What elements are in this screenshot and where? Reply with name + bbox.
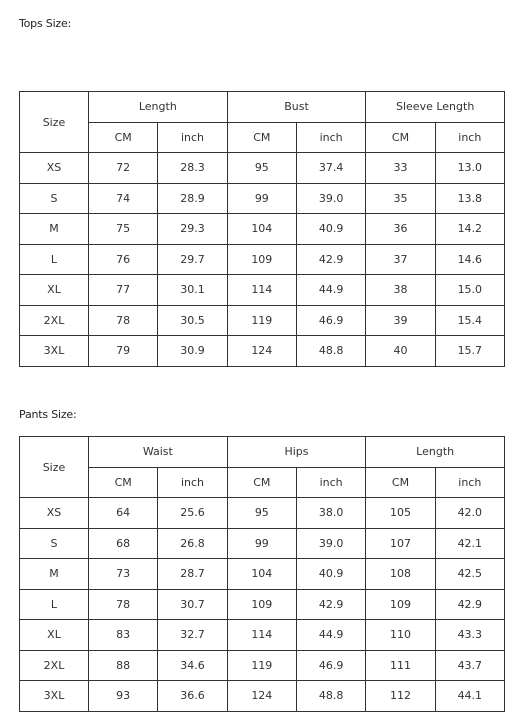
table-row (20, 681, 505, 712)
cm-cell: 99 (227, 528, 296, 559)
size-cell: M (20, 559, 89, 590)
size-cell: 3XL (20, 681, 89, 712)
tops-size-title: Tops Size: (19, 17, 72, 30)
inch-cell: 43.3 (435, 620, 504, 651)
inch-cell: 44.1 (435, 681, 504, 712)
inch-cell: 46.9 (296, 650, 365, 681)
cm-cell: 109 (227, 244, 296, 275)
cm-cell: 99 (227, 183, 296, 214)
table-row (20, 214, 505, 245)
inch-cell: 43.7 (435, 650, 504, 681)
inch-cell: 30.7 (158, 589, 227, 620)
table-row (20, 559, 505, 590)
table-row (20, 275, 505, 306)
sleeve-length-group-header: Sleeve Length (366, 92, 505, 123)
cm-cell: 119 (227, 650, 296, 681)
table-row (20, 244, 505, 275)
cm-cell: 112 (366, 681, 435, 712)
unit-header-inch: inch (158, 122, 227, 153)
hips-group-header: Hips (227, 437, 366, 468)
table-row (20, 498, 505, 529)
cm-cell: 114 (227, 620, 296, 651)
size-cell: 2XL (20, 305, 89, 336)
inch-cell: 30.9 (158, 336, 227, 367)
unit-header-cm: CM (366, 122, 435, 153)
cm-cell: 108 (366, 559, 435, 590)
size-cell: M (20, 214, 89, 245)
inch-cell: 25.6 (158, 498, 227, 529)
size-cell: 3XL (20, 336, 89, 367)
inch-cell: 38.0 (296, 498, 365, 529)
cm-cell: 109 (366, 589, 435, 620)
cm-cell: 109 (227, 589, 296, 620)
inch-cell: 32.7 (158, 620, 227, 651)
unit-header-cm: CM (366, 467, 435, 498)
inch-cell: 44.9 (296, 275, 365, 306)
cm-cell: 110 (366, 620, 435, 651)
inch-cell: 15.7 (435, 336, 504, 367)
table-unit-row (20, 467, 505, 498)
cm-cell: 64 (89, 498, 158, 529)
inch-cell: 42.5 (435, 559, 504, 590)
size-cell: XL (20, 620, 89, 651)
unit-header-cm: CM (227, 467, 296, 498)
inch-cell: 42.9 (296, 244, 365, 275)
cm-cell: 75 (89, 214, 158, 245)
unit-header-cm: CM (227, 122, 296, 153)
unit-header-inch: inch (296, 467, 365, 498)
cm-cell: 77 (89, 275, 158, 306)
unit-header-cm: CM (89, 467, 158, 498)
inch-cell: 36.6 (158, 681, 227, 712)
cm-cell: 39 (366, 305, 435, 336)
inch-cell: 26.8 (158, 528, 227, 559)
table-row (20, 528, 505, 559)
unit-header-inch: inch (296, 122, 365, 153)
cm-cell: 33 (366, 153, 435, 184)
table-header-row (20, 437, 505, 468)
inch-cell: 42.0 (435, 498, 504, 529)
size-cell: 2XL (20, 650, 89, 681)
inch-cell: 30.1 (158, 275, 227, 306)
cm-cell: 83 (89, 620, 158, 651)
cm-cell: 104 (227, 214, 296, 245)
size-cell: L (20, 244, 89, 275)
inch-cell: 34.6 (158, 650, 227, 681)
tops-table-body (20, 153, 505, 367)
inch-cell: 28.9 (158, 183, 227, 214)
inch-cell: 28.7 (158, 559, 227, 590)
inch-cell: 14.2 (435, 214, 504, 245)
unit-header-inch: inch (435, 122, 504, 153)
cm-cell: 104 (227, 559, 296, 590)
size-cell: L (20, 589, 89, 620)
inch-cell: 42.1 (435, 528, 504, 559)
cm-cell: 35 (366, 183, 435, 214)
inch-cell: 46.9 (296, 305, 365, 336)
size-cell: XS (20, 153, 89, 184)
inch-cell: 15.4 (435, 305, 504, 336)
pants-size-title: Pants Size: (19, 408, 77, 421)
inch-cell: 48.8 (296, 336, 365, 367)
cm-cell: 79 (89, 336, 158, 367)
inch-cell: 39.0 (296, 183, 365, 214)
table-row (20, 305, 505, 336)
inch-cell: 40.9 (296, 559, 365, 590)
inch-cell: 29.7 (158, 244, 227, 275)
size-column-header: Size (20, 437, 89, 498)
cm-cell: 36 (366, 214, 435, 245)
cm-cell: 72 (89, 153, 158, 184)
cm-cell: 95 (227, 153, 296, 184)
table-unit-row (20, 122, 505, 153)
size-cell: S (20, 528, 89, 559)
cm-cell: 124 (227, 681, 296, 712)
inch-cell: 30.5 (158, 305, 227, 336)
cm-cell: 95 (227, 498, 296, 529)
inch-cell: 42.9 (296, 589, 365, 620)
inch-cell: 42.9 (435, 589, 504, 620)
inch-cell: 44.9 (296, 620, 365, 651)
size-cell: S (20, 183, 89, 214)
inch-cell: 13.0 (435, 153, 504, 184)
cm-cell: 76 (89, 244, 158, 275)
table-row (20, 183, 505, 214)
unit-header-inch: inch (158, 467, 227, 498)
inch-cell: 40.9 (296, 214, 365, 245)
size-cell: XL (20, 275, 89, 306)
cm-cell: 74 (89, 183, 158, 214)
cm-cell: 88 (89, 650, 158, 681)
inch-cell: 37.4 (296, 153, 365, 184)
table-row (20, 589, 505, 620)
inch-cell: 15.0 (435, 275, 504, 306)
cm-cell: 78 (89, 305, 158, 336)
table-row (20, 620, 505, 651)
unit-header-inch: inch (435, 467, 504, 498)
cm-cell: 78 (89, 589, 158, 620)
inch-cell: 28.3 (158, 153, 227, 184)
inch-cell: 39.0 (296, 528, 365, 559)
length-group-header: Length (366, 437, 505, 468)
table-header-row (20, 92, 505, 123)
table-row (20, 650, 505, 681)
length-group-header: Length (89, 92, 228, 123)
cm-cell: 73 (89, 559, 158, 590)
cm-cell: 105 (366, 498, 435, 529)
inch-cell: 48.8 (296, 681, 365, 712)
cm-cell: 68 (89, 528, 158, 559)
bust-group-header: Bust (227, 92, 366, 123)
waist-group-header: Waist (89, 437, 228, 468)
inch-cell: 13.8 (435, 183, 504, 214)
cm-cell: 114 (227, 275, 296, 306)
cm-cell: 93 (89, 681, 158, 712)
size-column-header: Size (20, 92, 89, 153)
table-row (20, 153, 505, 184)
table-row (20, 336, 505, 367)
cm-cell: 124 (227, 336, 296, 367)
inch-cell: 29.3 (158, 214, 227, 245)
cm-cell: 119 (227, 305, 296, 336)
cm-cell: 38 (366, 275, 435, 306)
cm-cell: 107 (366, 528, 435, 559)
tops-size-table (19, 91, 505, 367)
cm-cell: 37 (366, 244, 435, 275)
size-cell: XS (20, 498, 89, 529)
unit-header-cm: CM (89, 122, 158, 153)
pants-size-table (19, 436, 505, 712)
cm-cell: 40 (366, 336, 435, 367)
pants-table-body (20, 498, 505, 712)
cm-cell: 111 (366, 650, 435, 681)
inch-cell: 14.6 (435, 244, 504, 275)
